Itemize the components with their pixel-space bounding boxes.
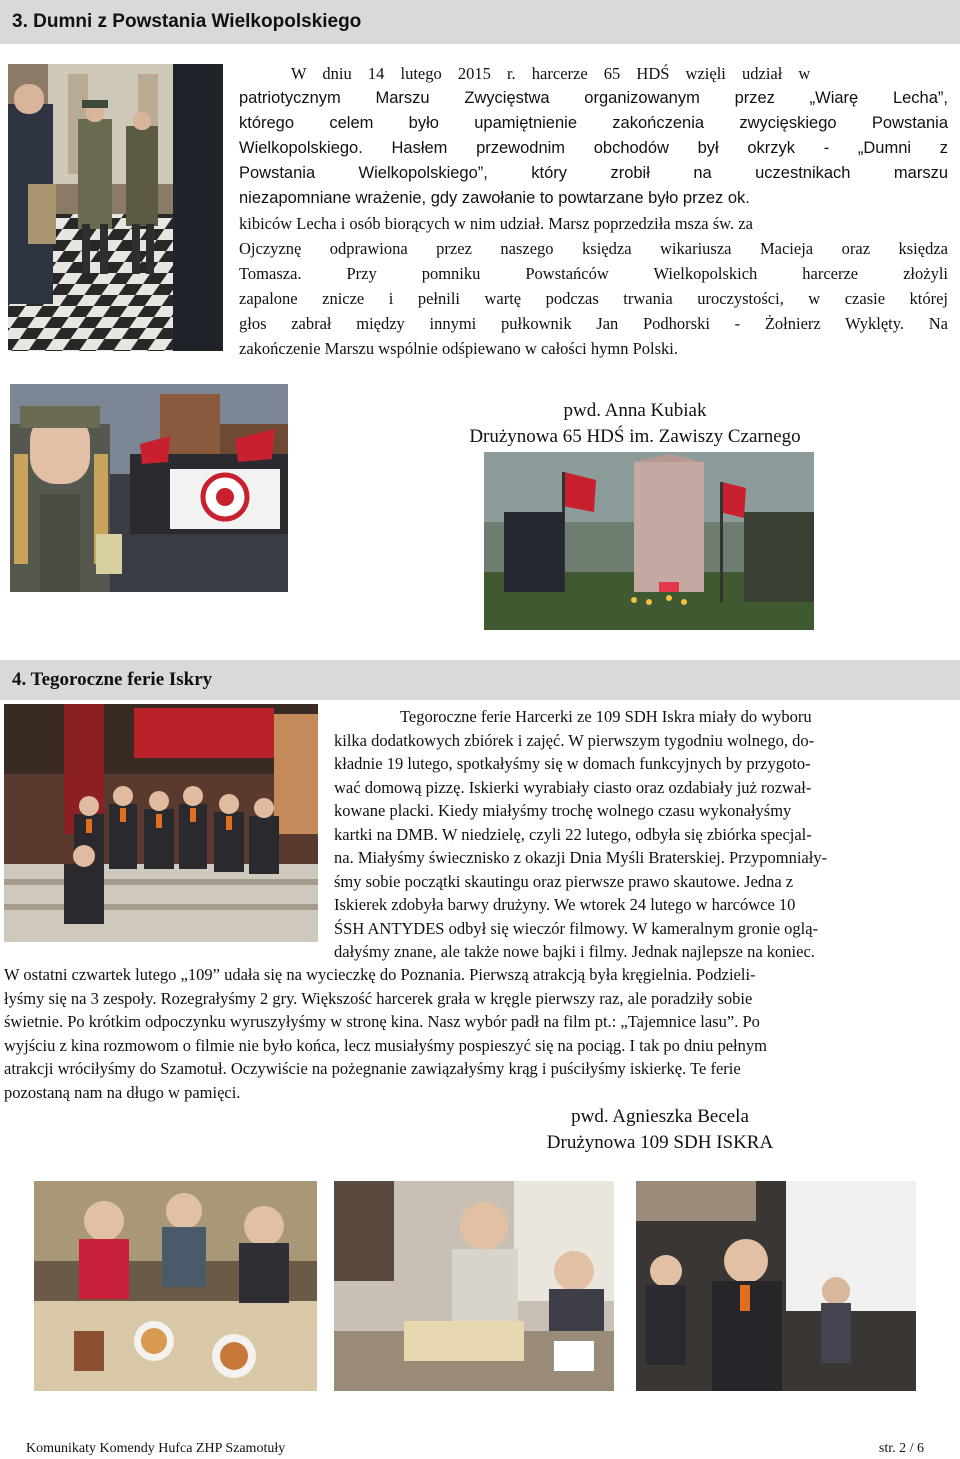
body-line: Wielkopolskiego. Hasłem przewodnim obchodów był okrzyk - „Dumni z xyxy=(239,139,948,157)
photo-church-ceremony xyxy=(8,64,223,351)
signature-role: Drużynowa 109 SDH ISKRA xyxy=(546,1132,774,1153)
body-line: łyśmy się na 3 zespoły. Rozegrałyśmy 2 gry. Większość harcerek grała w kręgle pierwszy raz, ale poradziły sobie xyxy=(4,988,753,1008)
signature-role: Drużynowa 65 HDŚ im. Zawiszy Czarnego xyxy=(469,426,801,447)
body-line: kartki na DMB. W niedzielę, czyli 22 lutego, odbyła się zbiórka specjal- xyxy=(334,824,812,844)
signature-kubiak xyxy=(420,398,850,450)
body-line: Tomasza. Przy pomniku Powstańców Wielkopolskich harcerze złożyli xyxy=(239,264,948,283)
body-line: którego celem było upamiętnienie zakończenia zwycięskiego Powstania xyxy=(239,114,948,132)
signature-name: pwd. Anna Kubiak xyxy=(563,400,707,421)
body-line: pozostaną nam na długo w pamięci. xyxy=(4,1082,241,1102)
footer-publication: Komunikaty Komendy Hufca ZHP Szamotuły xyxy=(26,1441,286,1456)
photo-monument xyxy=(484,452,814,630)
body-line: W ostatni czwartek lutego „109” udała się na wycieczkę do Poznania. Pierwszą atrakcją była kręgielnia. Podzieli- xyxy=(4,965,756,984)
body-line-part: niezapomniane wrażenie, gdy zawołanie to powtarzane było przez ok. xyxy=(239,189,750,207)
signature-becela xyxy=(490,1104,830,1156)
body-line: zapalone znicze i pełnili wartę podczas trwania uroczystości, w czasie której xyxy=(239,289,948,308)
body-line: W dniu 14 lutego 2015 r. harcerze 65 HDŚ wzięli udział w xyxy=(291,64,811,83)
section-title-dumni: 3. Dumni z Powstania Wielkopolskiego xyxy=(0,0,960,44)
signature-name: pwd. Agnieszka Becela xyxy=(571,1106,749,1127)
body-line: kowane placki. Kiedy miałyśmy trochę wolnego czasu wykonałyśmy xyxy=(334,801,792,820)
body-line: ŚSH ANTYDES odbył się wieczór filmowy. W kameralnym gronie oglą- xyxy=(334,918,819,938)
body-line xyxy=(239,189,948,208)
body-line: śmy sobie początki skautingu oraz pierwsze prawo skautowe. Jedna z xyxy=(334,871,794,891)
section-title-ferie: 4. Tegoroczne ferie Iskry xyxy=(0,660,960,700)
photo-boy-window xyxy=(636,1181,916,1391)
photo-kitchen xyxy=(334,1181,614,1391)
body-line: na. Miałyśmy świecznisko z okazji Dnia Myśli Braterskiej. Przypomniały- xyxy=(334,848,828,867)
body-line: kładnie 19 lutego, spotkałyśmy się w domach funkcyjnych by przygoto- xyxy=(334,754,811,773)
body-line: Tegoroczne ferie Harcerki ze 109 SDH Iskra miały do wyboru xyxy=(400,707,812,726)
body-line: patriotycznym Marszu Zwycięstwa organizowanym przez „Wiarę Lecha”, xyxy=(239,89,948,107)
photo-march-scout xyxy=(10,384,288,592)
body-line: Ojczyznę odprawiona przez naszego księdza wikariusza Macieja oraz księdza xyxy=(239,239,948,258)
body-line: kilka dodatkowych zbiórek i zajęć. W pierwszym tygodniu wolnego, do- xyxy=(334,730,815,750)
photo-pizza-table xyxy=(34,1181,317,1391)
body-line: wać domową pizzę. Iskierki wyrabiały ciasto oraz ozdabiały już rozwał- xyxy=(334,777,812,797)
body-line: Powstania Wielkopolskiego”, który zrobił na uczestnikach marszu xyxy=(239,164,948,182)
body-line: wyjściu z kina rozmowom o filmie nie było końca, lecz musiałyśmy pospieszyć się na pociąg. I tak po dniu pełnym xyxy=(4,1035,767,1055)
body-line: zakończenie Marszu wspólnie odśpiewano w całości hymn Polski. xyxy=(239,339,678,358)
body-line: kibiców Lecha i osób biorących w nim udział. Marsz poprzedziła msza św. za xyxy=(239,214,753,233)
photo-group-stairs xyxy=(4,704,318,942)
footer-page-number: str. 2 / 6 xyxy=(878,1441,924,1456)
body-line: atrakcji wróciłyśmy do Szamotuł. Oczywiście na pożegnanie zawiązałyśmy krąg i puściłyśmy iskierkę. Te ferie xyxy=(4,1059,741,1078)
body-line: głos zabrał między innymi pułkownik Jan Podhorski - Żołnierz Wyklęty. Na xyxy=(239,314,948,333)
body-line: świetnie. Po krótkim odpoczynku wyruszyłyśmy w stronę kina. Nasz wybór padł na film pt.: „Tajemnice lasu”. Po xyxy=(4,1012,760,1031)
body-line: Iskierek zdobyła barwy drużyny. We wtorek 24 lutego w harcówce 10 xyxy=(334,895,796,914)
body-line: dałyśmy znane, ale także nowe bajki i filmy. Jednak najlepsze na koniec. xyxy=(334,942,815,961)
